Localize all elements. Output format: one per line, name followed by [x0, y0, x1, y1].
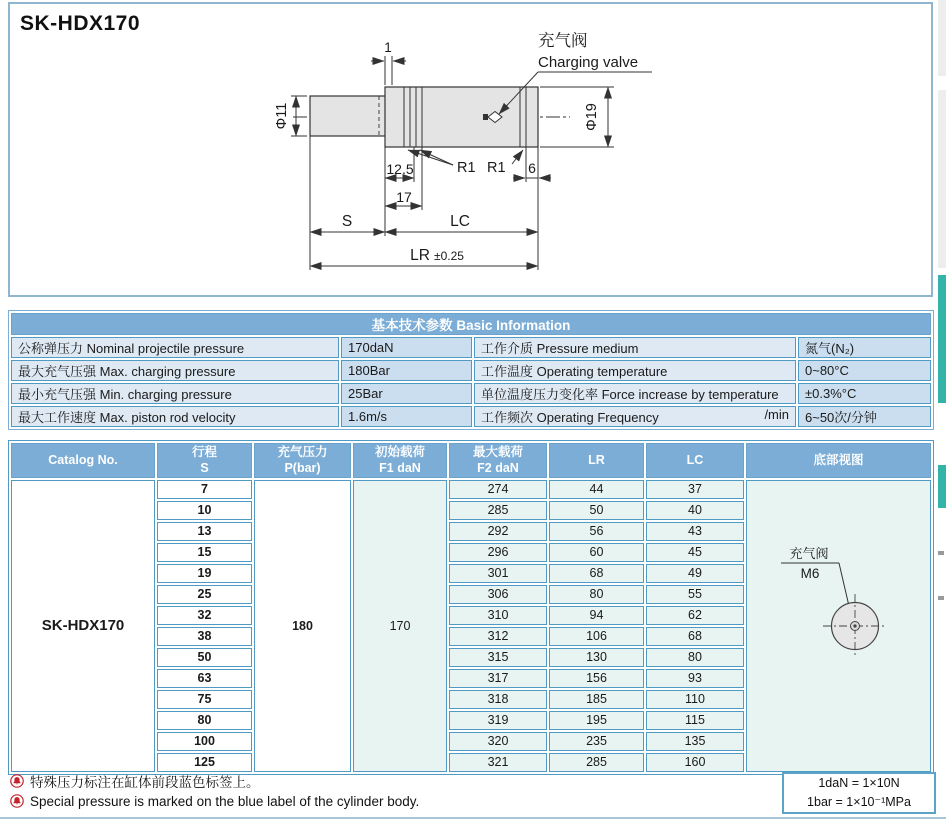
cylinder-body-shape [310, 87, 538, 147]
param-label: 工作温度 Operating temperature [474, 360, 796, 381]
table-header-row [11, 313, 931, 335]
units-conversion-box [782, 772, 936, 814]
page-edge-tab [938, 275, 946, 403]
lr-cell: 94 [549, 606, 644, 625]
stroke-cell: 38 [157, 627, 252, 646]
stroke-cell: 25 [157, 585, 252, 604]
lc-cell: 55 [646, 585, 744, 604]
max-load-cell: 320 [449, 732, 547, 751]
footnote-cn [10, 771, 419, 791]
max-load-cell: 301 [449, 564, 547, 583]
technical-drawing [10, 4, 931, 295]
bottom-view-valve-label: 充气阀 [789, 545, 829, 561]
stroke-cell: 7 [157, 480, 252, 499]
lr-cell: 285 [549, 753, 644, 772]
col-lr: LR [549, 443, 644, 478]
table-row [11, 360, 931, 381]
spec-table [8, 440, 934, 775]
stroke-cell: 19 [157, 564, 252, 583]
page-edge-tab [938, 465, 946, 508]
alert-bell-icon [10, 794, 24, 808]
param-label: 工作介质 Pressure medium [474, 337, 796, 358]
param-label: 最小充气压强 Min. charging pressure [11, 383, 339, 404]
max-load-cell: 321 [449, 753, 547, 772]
lr-cell: 185 [549, 690, 644, 709]
lc-cell: 37 [646, 480, 744, 499]
max-load-cell: 318 [449, 690, 547, 709]
stroke-cell: 10 [157, 501, 252, 520]
lc-cell: 62 [646, 606, 744, 625]
lr-cell: 235 [549, 732, 644, 751]
lc-cell: 68 [646, 627, 744, 646]
footnote-text: 特殊压力标注在缸体前段蓝色标签上。 [30, 775, 260, 790]
footnote-en [10, 791, 419, 811]
charging-valve-label-cn: 充气阀 [538, 32, 588, 50]
param-label: 单位温度压力变化率 Force increase by temperature [474, 383, 796, 404]
col-charging-pressure: 充气压力 P(bar) [254, 443, 351, 478]
col-initial-load: 初始载荷 F1 daN [353, 443, 447, 478]
stroke-cell: 75 [157, 690, 252, 709]
dim-lc-label: LC [450, 213, 470, 230]
radius-left-label: R1 [457, 160, 476, 176]
bottom-view-cell [746, 480, 931, 772]
param-label: 最大充气压强 Max. charging pressure [11, 360, 339, 381]
charging-pressure-cell: 180 [254, 480, 351, 772]
charging-valve-label-en: Charging valve [538, 54, 639, 71]
dim-6-label: 6 [528, 160, 536, 176]
col-lc: LC [646, 443, 744, 478]
max-load-cell: 296 [449, 543, 547, 562]
max-load-cell: 292 [449, 522, 547, 541]
param-value: 1.6m/s [341, 406, 472, 427]
dim-lr-tol-label: ±0.25 [434, 249, 464, 263]
lc-cell: 49 [646, 564, 744, 583]
dim-groove-label: 1 [384, 40, 392, 55]
footnotes [10, 771, 419, 811]
table-row [11, 383, 931, 404]
lr-cell: 80 [549, 585, 644, 604]
param-value: 氮气(N₂) [798, 337, 931, 358]
page-edge-strip [938, 0, 946, 76]
table-row [11, 406, 931, 427]
lr-cell: 56 [549, 522, 644, 541]
dim-125-label: 12.5 [386, 161, 414, 177]
max-load-cell: 285 [449, 501, 547, 520]
param-label: 最大工作速度 Max. piston rod velocity [11, 406, 339, 427]
param-value: 180Bar [341, 360, 472, 381]
stroke-cell: 13 [157, 522, 252, 541]
radius-right-label: R1 [487, 160, 506, 176]
max-load-cell: 310 [449, 606, 547, 625]
dim-body-diameter-label: Φ19 [584, 103, 600, 131]
param-value: 170daN [341, 337, 472, 358]
drawing-panel [8, 2, 933, 297]
bottom-view-drawing [755, 541, 945, 691]
stroke-cell: 100 [157, 732, 252, 751]
bottom-rule [0, 817, 946, 819]
param-value: 25Bar [341, 383, 472, 404]
param-value: 0~80°C [798, 360, 931, 381]
bottom-view-thread-label: M6 [800, 565, 820, 581]
stroke-cell: 63 [157, 669, 252, 688]
lc-cell: 110 [646, 690, 744, 709]
lc-cell: 93 [646, 669, 744, 688]
lr-cell: 106 [549, 627, 644, 646]
lr-cell: 60 [549, 543, 644, 562]
lc-cell: 43 [646, 522, 744, 541]
stroke-cell: 15 [157, 543, 252, 562]
footnote-text: Special pressure is marked on the blue label of the cylinder body. [30, 793, 420, 809]
lr-cell: 44 [549, 480, 644, 499]
max-load-cell: 317 [449, 669, 547, 688]
lr-cell: 130 [549, 648, 644, 667]
param-label: 公称弹压力 Nominal projectile pressure [11, 337, 339, 358]
col-bottom-view: 底部视图 [746, 443, 931, 478]
page-edge-mark [938, 551, 944, 555]
lc-cell: 45 [646, 543, 744, 562]
col-stroke: 行程 S [157, 443, 252, 478]
lc-cell: 80 [646, 648, 744, 667]
lr-cell: 156 [549, 669, 644, 688]
table-header-row [11, 443, 931, 478]
catalog-no-cell: SK-HDX170 [11, 480, 155, 772]
table-row [11, 480, 931, 499]
lr-cell: 50 [549, 501, 644, 520]
alert-bell-icon [10, 774, 24, 788]
stroke-cell: 80 [157, 711, 252, 730]
col-max-load: 最大载荷 F2 daN [449, 443, 547, 478]
stroke-cell: 32 [157, 606, 252, 625]
dim-rod-diameter-label: Φ11 [274, 102, 290, 130]
max-load-cell: 315 [449, 648, 547, 667]
table-row [11, 337, 931, 358]
lc-cell: 40 [646, 501, 744, 520]
dim-17-label: 17 [396, 189, 412, 205]
page-edge-mark [938, 596, 944, 600]
lc-cell: 115 [646, 711, 744, 730]
lr-cell: 68 [549, 564, 644, 583]
param-label: 工作频次 Operating Frequency /min [474, 406, 796, 427]
lc-cell: 135 [646, 732, 744, 751]
max-load-cell: 312 [449, 627, 547, 646]
param-value: ±0.3%°C [798, 383, 931, 404]
dim-lr-label: LR [410, 247, 430, 264]
stroke-cell: 125 [157, 753, 252, 772]
initial-load-cell: 170 [353, 480, 447, 772]
basic-info-table [8, 310, 934, 430]
units-line-1: 1daN = 1×10N [818, 776, 900, 791]
page-edge-strip [938, 90, 946, 268]
max-load-cell: 306 [449, 585, 547, 604]
stroke-cell: 50 [157, 648, 252, 667]
page-title: SK-HDX170 [20, 12, 141, 35]
lc-cell: 160 [646, 753, 744, 772]
basic-info-title: 基本技术参数 Basic Information [11, 313, 931, 335]
units-line-2: 1bar = 1×10⁻¹MPa [807, 795, 911, 809]
max-load-cell: 319 [449, 711, 547, 730]
dim-s-label: S [341, 213, 353, 230]
col-catalog-no: Catalog No. [11, 443, 155, 478]
param-value: 6~50次/分钟 [798, 406, 931, 427]
max-load-cell: 274 [449, 480, 547, 499]
lr-cell: 195 [549, 711, 644, 730]
